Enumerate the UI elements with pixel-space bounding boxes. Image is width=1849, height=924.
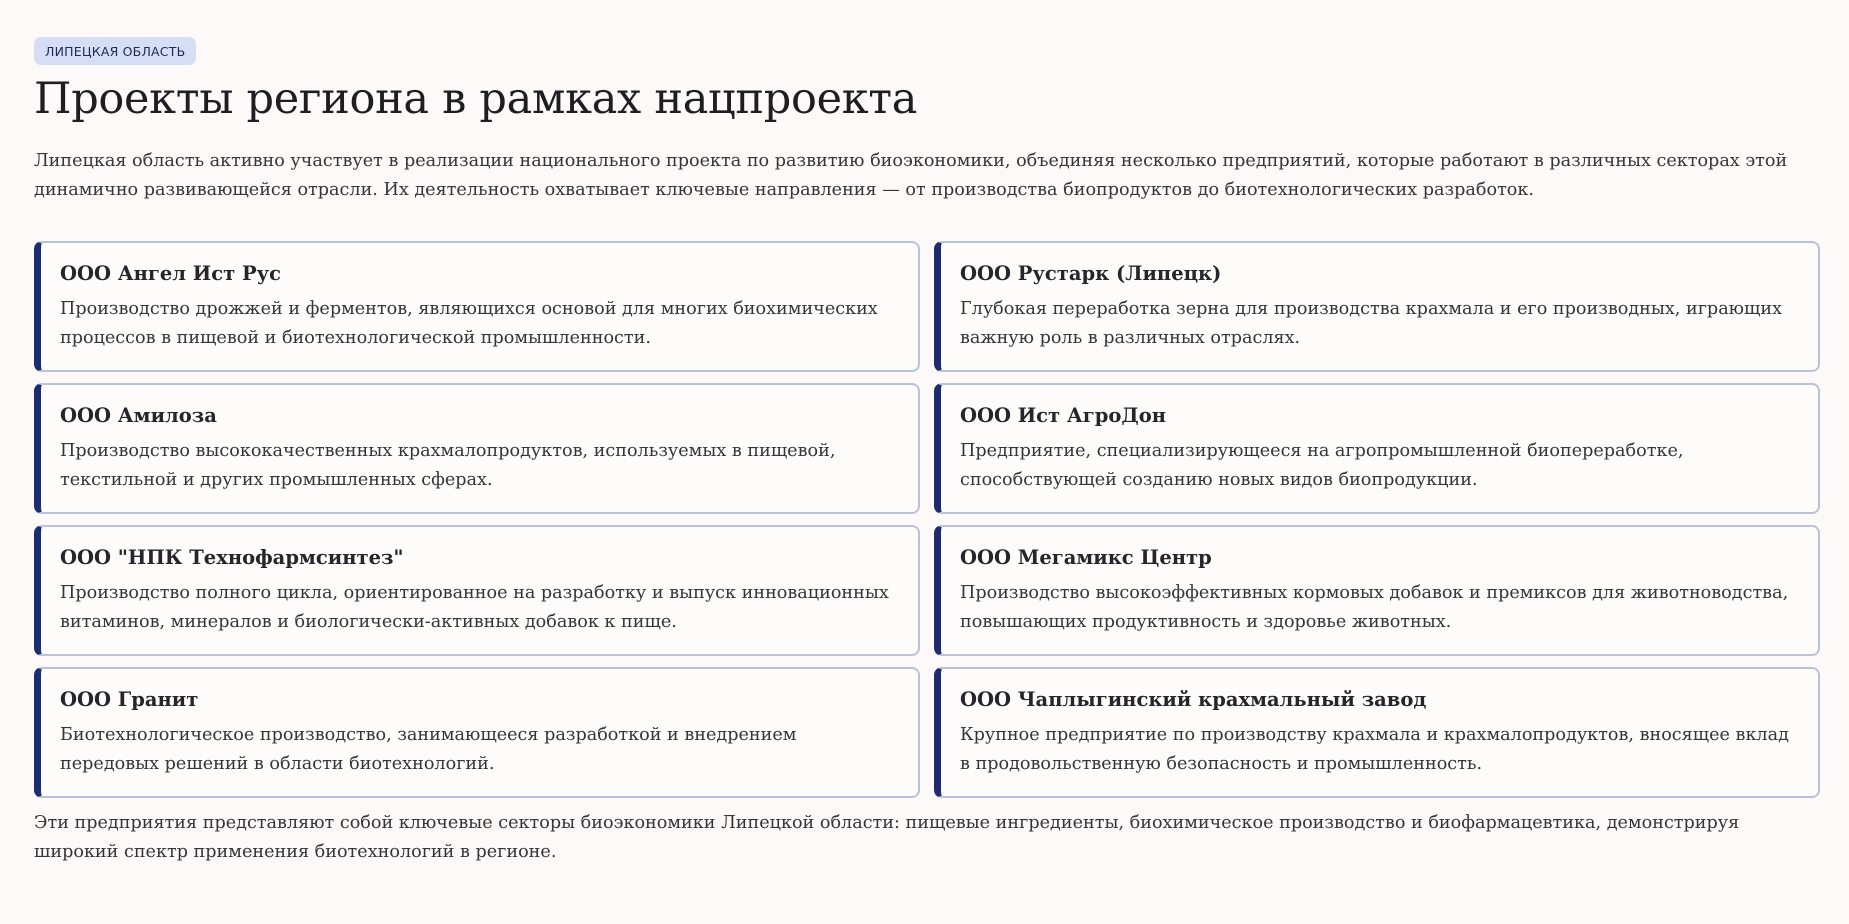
company-card	[34, 383, 920, 514]
company-card	[34, 241, 920, 372]
company-card	[34, 667, 920, 798]
company-card	[934, 241, 1820, 372]
intro-paragraph: Липецкая область активно участвует в реализации национального проекта по развитию биоэкономики, объединяя несколько предприятий, которые работают в различных секторах этой динамично развивающейся отрасли. Их деятельность охватывает ключевые направления — от производства биопродуктов до биотехнологических разработок.	[34, 151, 1788, 201]
company-description: Производство полного цикла, ориентированное на разработку и выпуск инновационных витаминов, минералов и биологически-активных добавок к пище.	[60, 583, 889, 633]
company-name: ООО Гранит	[60, 688, 199, 712]
summary-paragraph: Эти предприятия представляют собой ключевые секторы биоэкономики Липецкой области: пищевые ингредиенты, биохимическое производство и биофармацевтика, демонстрируя широкий спектр применения биотехнологий в регионе.	[34, 813, 1740, 863]
region-badge: ЛИПЕЦКАЯ ОБЛАСТЬ	[34, 37, 196, 65]
company-description: Глубокая переработка зерна для производства крахмала и его производных, играющих важную роль в различных отраслях.	[960, 299, 1783, 349]
company-name: ООО Ист АгроДон	[960, 404, 1167, 428]
company-description: Производство высокоэффективных кормовых добавок и премиксов для животноводства, повышающих продуктивность и здоровье животных.	[960, 583, 1789, 633]
company-name: ООО "НПК Технофармсинтез"	[60, 546, 404, 570]
company-name: ООО Чаплыгинский крахмальный завод	[960, 688, 1427, 712]
company-name: ООО Рустарк (Липецк)	[960, 262, 1222, 286]
company-card	[934, 667, 1820, 798]
company-card	[934, 525, 1820, 656]
company-name: ООО Амилоза	[60, 404, 217, 428]
company-description: Производство дрожжей и ферментов, являющихся основой для многих биохимических процессов в пищевой и биотехнологической промышленности.	[60, 299, 878, 349]
company-description: Производство высококачественных крахмалопродуктов, используемых в пищевой, текстильной и других промышленных сферах.	[60, 441, 836, 491]
company-name: ООО Ангел Ист Рус	[60, 262, 281, 286]
company-card	[34, 525, 920, 656]
companies-grid	[34, 241, 1820, 798]
page-title: Проекты региона в рамках нацпроекта	[34, 74, 918, 124]
company-description: Предприятие, специализирующееся на агропромышленной биопереработке, способствующей созданию новых видов биопродукции.	[960, 441, 1684, 491]
company-name: ООО Мегамикс Центр	[960, 546, 1212, 570]
company-description: Биотехнологическое производство, занимающееся разработкой и внедрением передовых решений в области биотехнологий.	[60, 725, 797, 775]
company-description: Крупное предприятие по производству крахмала и крахмалопродуктов, вносящее вклад в продовольственную безопасность и промышленность.	[960, 725, 1789, 775]
company-card	[934, 383, 1820, 514]
